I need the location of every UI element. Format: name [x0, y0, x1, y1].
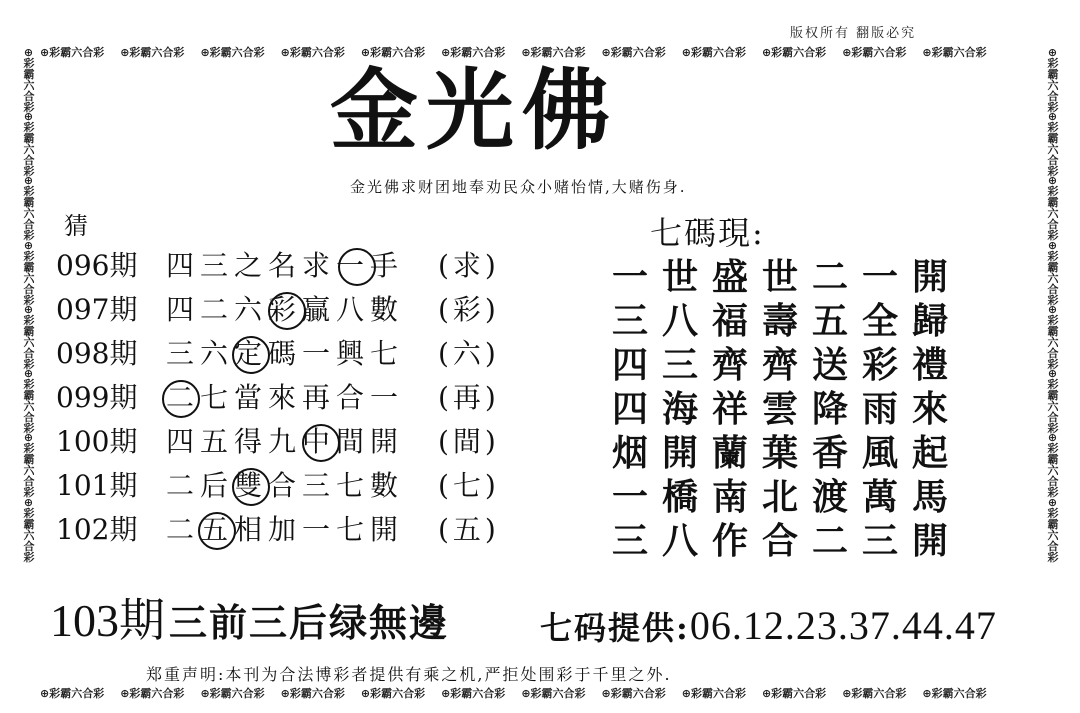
decorative-border-bottom: ⊕彩霸六合彩 ⊕彩霸六合彩 ⊕彩霸六合彩 ⊕彩霸六合彩 ⊕彩霸六合彩 ⊕彩霸六合彩 ⊕彩霸六合彩 ⊕彩霸六合彩 ⊕彩霸六合彩 ⊕彩霸六合彩 ⊕彩霸六合彩 ⊕彩霸六合彩	[40, 687, 987, 700]
period-number: 101期	[56, 469, 138, 502]
period-answer: (七)	[438, 469, 500, 502]
period-number: 096期	[56, 249, 138, 282]
period-number: 098期	[56, 337, 138, 370]
period-number: 097期	[56, 293, 138, 326]
page-title: 金光佛	[330, 58, 619, 162]
riddle-text: 四三之名求一手	[166, 249, 405, 282]
period-row-096	[56, 246, 500, 286]
period-answer: (六)	[438, 337, 500, 370]
period-number: 100期	[56, 425, 138, 458]
period-row-098	[56, 334, 500, 374]
period-number: 102期	[56, 513, 138, 546]
period-row-102	[56, 510, 500, 550]
seven-code-line: 四海祥雲降雨來	[612, 388, 963, 430]
seven-code-line: 烟開蘭葉香風起	[612, 432, 963, 474]
period-answer: (間)	[438, 425, 500, 458]
period-answer: (彩)	[438, 293, 500, 326]
riddle-text: 二五相加一七開	[166, 513, 405, 546]
period-number: 099期	[56, 381, 138, 414]
seven-code-provide-line	[540, 603, 997, 648]
provide-label: 七码提供:	[540, 609, 690, 647]
provide-numbers: 06.12.23.37.44.47	[689, 603, 997, 648]
decorative-border-right: ⊕彩霸六合彩⊕彩霸六合彩⊕彩霸六合彩⊕彩霸六合彩⊕彩霸六合彩⊕彩霸六合彩⊕彩霸六合彩⊕彩霸六合彩	[1046, 48, 1059, 562]
seven-code-line: 三八福壽五全歸	[612, 300, 963, 342]
decorative-border-top: ⊕彩霸六合彩 ⊕彩霸六合彩 ⊕彩霸六合彩 ⊕彩霸六合彩 ⊕彩霸六合彩 ⊕彩霸六合彩 ⊕彩霸六合彩 ⊕彩霸六合彩 ⊕彩霸六合彩 ⊕彩霸六合彩 ⊕彩霸六合彩 ⊕彩霸六合彩	[40, 46, 987, 59]
riddle-text: 二七當來再合一	[166, 381, 405, 414]
riddle-text: 二后雙合三七數	[166, 469, 405, 502]
guess-label: 猜	[64, 212, 88, 240]
period-row-101	[56, 466, 500, 506]
seven-code-line: 四三齊齊送彩禮	[612, 344, 963, 386]
seven-code-title: 七碼現:	[650, 214, 765, 252]
riddle-text: 四二六彩贏八數	[166, 293, 405, 326]
decorative-border-left: ⊕彩霸六合彩⊕彩霸六合彩⊕彩霸六合彩⊕彩霸六合彩⊕彩霸六合彩⊕彩霸六合彩⊕彩霸六合彩⊕彩霸六合彩	[22, 48, 35, 562]
riddle-text: 四五得九中間開	[166, 425, 405, 458]
seven-code-line: 三八作合二三開	[612, 520, 963, 562]
period-answer: (求)	[438, 249, 500, 282]
disclaimer: 郑重声明:本刊为合法博彩者提供有乘之机,严拒处围彩于千里之外.	[146, 665, 672, 684]
next-period-text: 三前三后绿無邊	[169, 600, 450, 645]
seven-code-line: 一橋南北渡萬馬	[612, 476, 963, 518]
subtitle: 金光佛求财团地奉劝民众小赌怡情,大赌伤身.	[350, 178, 687, 196]
next-period-line	[50, 595, 450, 646]
period-answer: (五)	[438, 513, 500, 546]
seven-code-line: 一世盛世二一開	[612, 256, 963, 298]
riddle-text: 三六定碼一興七	[166, 337, 405, 370]
period-row-099	[56, 378, 500, 418]
period-row-097	[56, 290, 500, 330]
period-answer: (再)	[438, 381, 500, 414]
next-period-number: 103期	[50, 595, 165, 646]
copyright-notice: 版权所有 翻版必究	[790, 26, 917, 41]
period-row-100	[56, 422, 500, 462]
